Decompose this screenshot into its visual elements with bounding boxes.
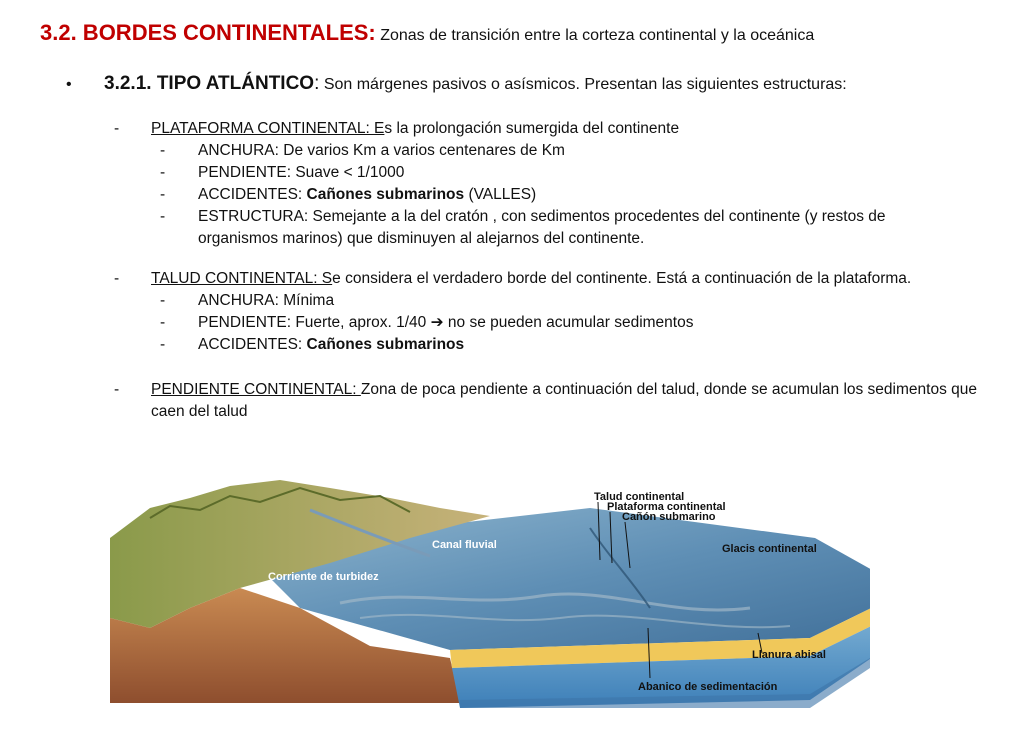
item-bold: Cañones submarinos [306,336,465,353]
label-plataforma: Plataforma continental [607,501,726,513]
talud-line [151,268,991,290]
list-item [114,206,918,250]
arrow-right-icon: ➔ [430,314,444,331]
continental-margin-diagram [110,468,870,718]
section-heading [66,73,986,95]
item-text: (VALLES) [464,186,537,203]
talud-dash: - [114,270,120,287]
page-title [40,20,1000,46]
item-text: ACCIDENTES: [198,186,307,203]
pendiente-block [114,379,991,423]
list-item [114,312,991,334]
item-dash: - [160,186,166,203]
plataforma-text: s la prolongación sumergida del continente [384,120,680,137]
section-title: 3.2.1. TIPO ATLÁNTICO [104,73,315,94]
label-abanico: Abanico de sedimentación [638,681,778,693]
item-text: ESTRUCTURA: Semejante a la del cratón , con sedimentos procedentes del continente (y restos de organismos marinos) que disminuyen al alejarnos del continente. [198,208,886,247]
talud-block [114,268,991,356]
plataforma-line [151,118,991,140]
plataforma-dash: - [114,120,120,137]
plataforma-label: PLATAFORMA CONTINENTAL: E [151,120,385,137]
list-item [114,184,991,206]
item-text: PENDIENTE: Suave < 1/1000 [198,164,405,181]
section-description: Son márgenes pasivos o asísmicos. Presentan las siguientes estructuras: [323,76,847,93]
item-bold: Cañones submarinos [306,186,465,203]
item-text: ANCHURA: Mínima [198,292,335,309]
talud-items [114,290,991,356]
item-text: PENDIENTE: Fuerte, aprox. 1/40 [198,314,431,331]
bullet-dot: • [66,76,72,93]
list-item [114,162,991,184]
item-text: ANCHURA: De varios Km a varios centenares de Km [198,142,565,159]
talud-label: TALUD CONTINENTAL: S [151,270,333,287]
label-corriente: Corriente de turbidez [268,571,379,583]
section-colon: : [314,73,320,94]
item-dash: - [160,164,166,181]
label-talud: Talud continental [594,491,685,503]
label-canal: Canal fluvial [432,539,497,551]
pendiente-line [151,379,991,423]
item-dash: - [160,336,166,353]
item-text: ACCIDENTES: [198,336,307,353]
item-dash: - [160,142,166,159]
item-dash: - [160,314,166,331]
label-canon: Cañón submarino [622,511,716,523]
item-text: no se pueden acumular sedimentos [443,314,694,331]
item-dash: - [160,208,166,225]
pendiente-dash: - [114,381,120,398]
item-dash: - [160,292,166,309]
title-subtitle: Zonas de transición entre la corteza continental y la oceánica [380,27,815,44]
pendiente-label: PENDIENTE CONTINENTAL: [151,381,361,398]
talud-text: e considera el verdadero borde del continente. Está a continuación de la plataforma. [332,270,912,287]
list-item [114,334,991,356]
label-glacis: Glacis continental [722,543,817,555]
label-llanura: Llanura abisal [752,649,826,661]
plataforma-block [114,118,991,250]
pendiente-text: Zona de poca pendiente a continuación del talud, donde se acumulan los sedimentos que caen del talud [151,381,977,420]
title-heading: 3.2. BORDES CONTINENTALES: [40,20,376,45]
plataforma-items [114,140,991,250]
list-item [114,140,991,162]
list-item [114,290,991,312]
